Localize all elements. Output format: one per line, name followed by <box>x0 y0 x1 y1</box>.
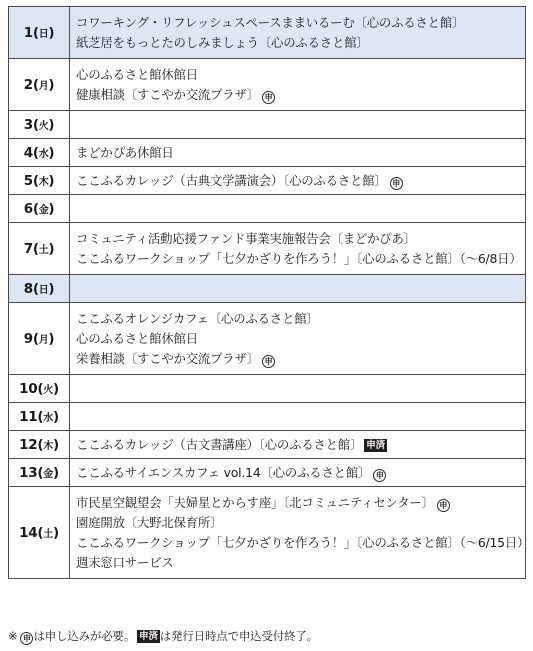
weekday-label: 火 <box>38 120 49 132</box>
day-cell: 11(水) <box>9 403 70 431</box>
event-text: ここふるカレッジ（古典文学講演会）〔心のふるさと館〕 <box>76 172 387 188</box>
event-text: ここふるサイエンスカフェ vol.14〔心のふるさと館〕 <box>76 464 371 480</box>
event-text: ここふるワークショップ「七夕かざりを作ろう！」〔心のふるさと館〕（〜6/15日） <box>76 534 530 550</box>
event-text: 紙芝居をもっとたのしみましょう〔心のふるさと館〕 <box>76 34 369 50</box>
day-cell: 14(土) <box>9 487 70 579</box>
event-text: 心のふるさと館休館日 <box>76 66 198 82</box>
weekday-label: 土 <box>38 244 49 256</box>
event-text: コミュニティ活動応援ファンド事業実施報告会〔まどかぴあ〕 <box>76 230 416 246</box>
event-line <box>76 143 525 163</box>
weekday-label: 水 <box>43 412 53 424</box>
calendar-row <box>9 431 526 459</box>
application-required-icon: 申 <box>262 91 275 104</box>
events-cell <box>70 167 526 195</box>
events-cell <box>70 59 526 111</box>
day-number: 14 <box>19 524 38 541</box>
event-text: 心のふるさと館休館日 <box>76 330 198 346</box>
event-line <box>76 65 525 85</box>
weekday-label: 日 <box>38 28 49 40</box>
events-cell <box>70 431 526 459</box>
events-cell <box>70 403 526 431</box>
event-line <box>76 349 525 369</box>
event-text: ここふるオレンジカフェ〔心のふるさと館〕 <box>76 310 319 326</box>
calendar-row <box>9 303 526 375</box>
day-cell: 1(日) <box>9 7 70 59</box>
event-line <box>76 533 530 553</box>
day-cell: 6(金) <box>9 195 70 223</box>
events-cell <box>70 111 526 139</box>
day-cell: 10(火) <box>9 375 70 403</box>
application-closed-badge: 申済 <box>366 439 385 451</box>
day-number: 6 <box>23 200 33 217</box>
day-number: 10 <box>19 380 38 397</box>
footnote-text-1: は申し込みが必要。 <box>33 629 136 643</box>
day-number: 5 <box>23 172 33 189</box>
application-required-icon: 申 <box>437 499 450 512</box>
application-required-icon: 申 <box>390 177 403 190</box>
day-number: 2 <box>23 76 33 93</box>
calendar-row <box>9 139 526 167</box>
events-cell <box>70 195 526 223</box>
event-text: 栄養相談〔すこやか交流プラザ〕 <box>76 350 259 366</box>
day-number: 7 <box>23 240 33 257</box>
event-line <box>76 309 525 329</box>
events-cell <box>70 223 526 275</box>
weekday-label: 木 <box>43 440 53 452</box>
events-cell <box>70 139 526 167</box>
event-line <box>76 85 525 105</box>
event-text: 週末窓口サービス <box>76 554 174 570</box>
day-cell: 13(金) <box>9 459 70 487</box>
footnote <box>8 628 318 645</box>
event-text: 健康相談〔すこやか交流プラザ〕 <box>76 86 259 102</box>
calendar-row <box>9 7 526 59</box>
event-line <box>76 13 525 33</box>
day-number: 9 <box>23 330 33 347</box>
calendar-row <box>9 167 526 195</box>
calendar-row <box>9 403 526 431</box>
application-required-icon: 申 <box>262 355 275 368</box>
event-line <box>76 513 525 533</box>
weekday-label: 金 <box>43 468 53 480</box>
day-cell: 12(木) <box>9 431 70 459</box>
event-line <box>76 493 525 513</box>
day-cell: 5(木) <box>9 167 70 195</box>
event-line <box>76 435 525 455</box>
weekday-label: 火 <box>43 384 53 396</box>
application-required-icon: 申 <box>373 469 386 482</box>
day-number: 8 <box>23 280 33 297</box>
events-cell <box>70 275 526 303</box>
event-line <box>76 33 525 53</box>
calendar-body <box>9 7 530 579</box>
event-line <box>76 249 525 269</box>
event-text: ここふるワークショップ「七夕かざりを作ろう！」〔心のふるさと館〕（〜6/8日） <box>76 250 522 266</box>
event-calendar-table <box>8 6 530 579</box>
event-text: まどかぴあ休館日 <box>76 144 174 160</box>
event-text: コワーキング・リフレッシュスペースままいるーむ〔心のふるさと館〕 <box>76 14 465 30</box>
calendar-row <box>9 223 526 275</box>
day-cell: 2(月) <box>9 59 70 111</box>
events-cell <box>70 375 526 403</box>
event-text: 市民星空観望会「夫婦星とからす座」〔北コミュニティセンター〕 <box>76 494 434 510</box>
day-number: 12 <box>19 436 38 453</box>
day-cell: 4(水) <box>9 139 70 167</box>
calendar-row <box>9 487 526 579</box>
calendar-row <box>9 59 526 111</box>
day-number: 11 <box>19 408 38 425</box>
calendar-row <box>9 275 526 303</box>
calendar-row <box>9 111 526 139</box>
day-cell: 7(土) <box>9 223 70 275</box>
day-cell: 3(火) <box>9 111 70 139</box>
weekday-label: 木 <box>38 176 49 188</box>
event-line <box>76 329 525 349</box>
calendar-row <box>9 375 526 403</box>
weekday-label: 月 <box>38 334 49 346</box>
event-line <box>76 229 525 249</box>
calendar-row <box>9 195 526 223</box>
event-text: ここふるカレッジ（古文書講座）〔心のふるさと館〕 <box>76 436 363 452</box>
event-line <box>76 463 525 483</box>
event-text: 園庭開放〔大野北保育所〕 <box>76 514 223 530</box>
weekday-label: 土 <box>43 528 53 540</box>
day-number: 3 <box>23 116 33 133</box>
weekday-label: 金 <box>38 204 49 216</box>
weekday-label: 水 <box>38 148 49 160</box>
events-cell <box>70 7 526 59</box>
application-closed-badge: 申済 <box>139 631 158 642</box>
day-number: 4 <box>23 144 33 161</box>
footnote-text-2: は発行日時点で申込受付終了。 <box>159 629 318 643</box>
day-number: 1 <box>23 24 33 41</box>
events-cell <box>70 487 530 579</box>
event-line <box>76 553 525 573</box>
application-required-icon: 申 <box>20 632 33 645</box>
events-cell <box>70 459 526 487</box>
day-number: 13 <box>19 464 38 481</box>
weekday-label: 日 <box>38 284 49 296</box>
day-cell: 9(月) <box>9 303 70 375</box>
events-cell <box>70 303 526 375</box>
event-line <box>76 171 525 191</box>
weekday-label: 月 <box>38 80 49 92</box>
day-cell: 8(日) <box>9 275 70 303</box>
calendar-row <box>9 459 526 487</box>
footnote-prefix: ※ <box>8 629 18 643</box>
